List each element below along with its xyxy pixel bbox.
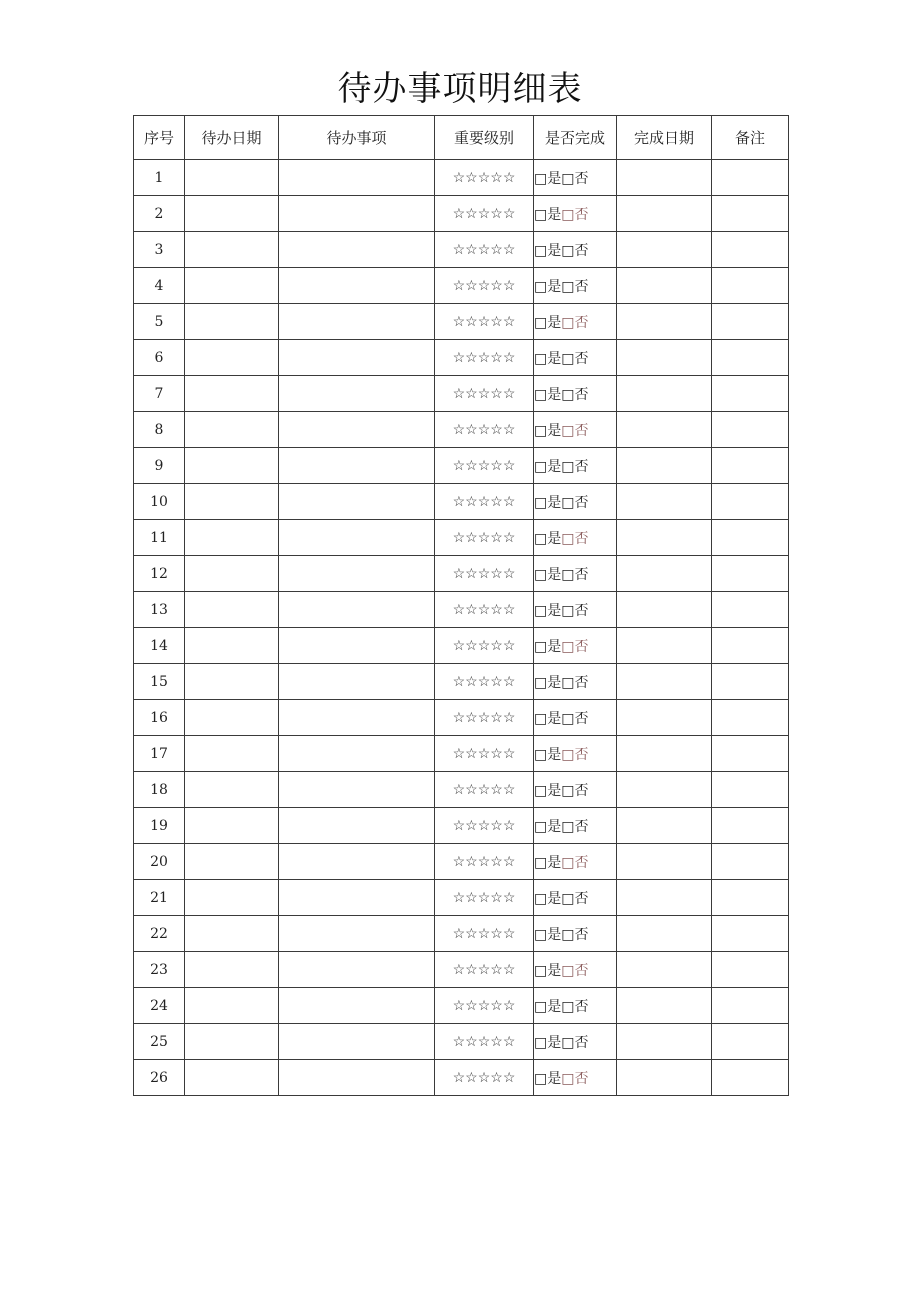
done-no-checkbox[interactable]: □否 bbox=[561, 638, 589, 655]
done-yes-checkbox[interactable]: □是 bbox=[534, 746, 562, 763]
header-item: 待办事项 bbox=[279, 116, 435, 160]
todo-item-cell[interactable] bbox=[279, 304, 435, 340]
table-row bbox=[134, 412, 789, 448]
header-done-date: 完成日期 bbox=[617, 116, 712, 160]
remark-cell[interactable] bbox=[712, 520, 789, 556]
remark-cell[interactable] bbox=[712, 448, 789, 484]
done-date-cell[interactable] bbox=[617, 952, 712, 988]
todo-date-cell[interactable] bbox=[185, 808, 279, 844]
done-yes-checkbox[interactable]: □是 bbox=[534, 710, 562, 727]
done-yes-checkbox[interactable]: □是 bbox=[534, 494, 562, 511]
table-row bbox=[134, 700, 789, 736]
done-yes-checkbox[interactable]: □是 bbox=[534, 242, 562, 259]
done-date-cell[interactable] bbox=[617, 1060, 712, 1096]
done-checkboxes bbox=[534, 700, 617, 736]
done-date-cell[interactable] bbox=[617, 376, 712, 412]
table-row bbox=[134, 484, 789, 520]
remark-cell[interactable] bbox=[712, 484, 789, 520]
remark-cell[interactable] bbox=[712, 412, 789, 448]
todo-item-cell[interactable] bbox=[279, 916, 435, 952]
remark-cell[interactable] bbox=[712, 916, 789, 952]
todo-item-cell[interactable] bbox=[279, 628, 435, 664]
row-number: 14 bbox=[134, 628, 185, 664]
priority-stars[interactable]: ☆☆☆☆☆ bbox=[435, 160, 534, 196]
remark-cell[interactable] bbox=[712, 772, 789, 808]
remark-cell[interactable] bbox=[712, 988, 789, 1024]
done-no-checkbox[interactable]: □否 bbox=[561, 494, 589, 511]
row-number: 7 bbox=[134, 376, 185, 412]
todo-date-cell[interactable] bbox=[185, 844, 279, 880]
done-date-cell[interactable] bbox=[617, 772, 712, 808]
done-checkboxes bbox=[534, 412, 617, 448]
priority-stars[interactable]: ☆☆☆☆☆ bbox=[435, 700, 534, 736]
todo-date-cell[interactable] bbox=[185, 412, 279, 448]
done-yes-checkbox[interactable]: □是 bbox=[534, 818, 562, 835]
priority-stars[interactable]: ☆☆☆☆☆ bbox=[435, 340, 534, 376]
row-number: 20 bbox=[134, 844, 185, 880]
priority-stars[interactable]: ☆☆☆☆☆ bbox=[435, 448, 534, 484]
done-no-checkbox[interactable]: □否 bbox=[561, 1034, 589, 1051]
table-row bbox=[134, 1024, 789, 1060]
done-yes-checkbox[interactable]: □是 bbox=[534, 674, 562, 691]
table-row bbox=[134, 376, 789, 412]
priority-stars[interactable]: ☆☆☆☆☆ bbox=[435, 952, 534, 988]
priority-stars[interactable]: ☆☆☆☆☆ bbox=[435, 196, 534, 232]
done-yes-checkbox[interactable]: □是 bbox=[534, 350, 562, 367]
priority-stars[interactable]: ☆☆☆☆☆ bbox=[435, 556, 534, 592]
header-priority: 重要级别 bbox=[435, 116, 534, 160]
todo-date-cell[interactable] bbox=[185, 916, 279, 952]
done-no-checkbox[interactable]: □否 bbox=[561, 314, 589, 331]
todo-item-cell[interactable] bbox=[279, 988, 435, 1024]
todo-item-cell[interactable] bbox=[279, 556, 435, 592]
priority-stars[interactable]: ☆☆☆☆☆ bbox=[435, 376, 534, 412]
done-no-checkbox[interactable]: □否 bbox=[561, 278, 589, 295]
done-no-checkbox[interactable]: □否 bbox=[561, 350, 589, 367]
priority-stars[interactable]: ☆☆☆☆☆ bbox=[435, 628, 534, 664]
remark-cell[interactable] bbox=[712, 1024, 789, 1060]
done-yes-checkbox[interactable]: □是 bbox=[534, 926, 562, 943]
priority-stars[interactable]: ☆☆☆☆☆ bbox=[435, 1060, 534, 1096]
remark-cell[interactable] bbox=[712, 160, 789, 196]
done-no-checkbox[interactable]: □否 bbox=[561, 566, 589, 583]
row-number: 11 bbox=[134, 520, 185, 556]
table-row bbox=[134, 664, 789, 700]
priority-stars[interactable]: ☆☆☆☆☆ bbox=[435, 484, 534, 520]
row-number: 13 bbox=[134, 592, 185, 628]
todo-item-cell[interactable] bbox=[279, 520, 435, 556]
done-yes-checkbox[interactable]: □是 bbox=[534, 998, 562, 1015]
done-yes-checkbox[interactable]: □是 bbox=[534, 638, 562, 655]
table-row bbox=[134, 160, 789, 196]
todo-item-cell[interactable] bbox=[279, 952, 435, 988]
done-yes-checkbox[interactable]: □是 bbox=[534, 854, 562, 871]
todo-item-cell[interactable] bbox=[279, 376, 435, 412]
done-date-cell[interactable] bbox=[617, 412, 712, 448]
row-number: 1 bbox=[134, 160, 185, 196]
todo-date-cell[interactable] bbox=[185, 520, 279, 556]
done-date-cell[interactable] bbox=[617, 340, 712, 376]
todo-item-cell[interactable] bbox=[279, 1060, 435, 1096]
done-date-cell[interactable] bbox=[617, 880, 712, 916]
done-yes-checkbox[interactable]: □是 bbox=[534, 962, 562, 979]
header-date: 待办日期 bbox=[185, 116, 279, 160]
row-number: 6 bbox=[134, 340, 185, 376]
done-date-cell[interactable] bbox=[617, 628, 712, 664]
table-row bbox=[134, 880, 789, 916]
done-no-checkbox[interactable]: □否 bbox=[561, 746, 589, 763]
done-checkboxes bbox=[534, 988, 617, 1024]
done-checkboxes bbox=[534, 376, 617, 412]
done-checkboxes bbox=[534, 556, 617, 592]
todo-date-cell[interactable] bbox=[185, 376, 279, 412]
todo-date-cell[interactable] bbox=[185, 736, 279, 772]
todo-date-cell[interactable] bbox=[185, 160, 279, 196]
done-no-checkbox[interactable]: □否 bbox=[561, 674, 589, 691]
table-row bbox=[134, 916, 789, 952]
todo-date-cell[interactable] bbox=[185, 1060, 279, 1096]
done-date-cell[interactable] bbox=[617, 304, 712, 340]
priority-stars[interactable]: ☆☆☆☆☆ bbox=[435, 844, 534, 880]
done-checkboxes bbox=[534, 952, 617, 988]
table-row bbox=[134, 1060, 789, 1096]
table-row bbox=[134, 196, 789, 232]
row-number: 2 bbox=[134, 196, 185, 232]
done-date-cell[interactable] bbox=[617, 700, 712, 736]
done-checkboxes bbox=[534, 844, 617, 880]
todo-item-cell[interactable] bbox=[279, 484, 435, 520]
done-date-cell[interactable] bbox=[617, 448, 712, 484]
done-no-checkbox[interactable]: □否 bbox=[561, 602, 589, 619]
done-date-cell[interactable] bbox=[617, 736, 712, 772]
done-checkboxes bbox=[534, 520, 617, 556]
done-date-cell[interactable] bbox=[617, 268, 712, 304]
done-no-checkbox[interactable]: □否 bbox=[561, 242, 589, 259]
done-checkboxes bbox=[534, 304, 617, 340]
table-row bbox=[134, 232, 789, 268]
done-no-checkbox[interactable]: □否 bbox=[561, 422, 589, 439]
remark-cell[interactable] bbox=[712, 880, 789, 916]
done-checkboxes bbox=[534, 268, 617, 304]
done-no-checkbox[interactable]: □否 bbox=[561, 998, 589, 1015]
done-checkboxes bbox=[534, 880, 617, 916]
remark-cell[interactable] bbox=[712, 664, 789, 700]
remark-cell[interactable] bbox=[712, 808, 789, 844]
done-checkboxes bbox=[534, 484, 617, 520]
priority-stars[interactable]: ☆☆☆☆☆ bbox=[435, 520, 534, 556]
table-row bbox=[134, 952, 789, 988]
done-checkboxes bbox=[534, 448, 617, 484]
remark-cell[interactable] bbox=[712, 268, 789, 304]
todo-item-cell[interactable] bbox=[279, 808, 435, 844]
todo-item-cell[interactable] bbox=[279, 268, 435, 304]
header-done: 是否完成 bbox=[534, 116, 617, 160]
done-date-cell[interactable] bbox=[617, 988, 712, 1024]
priority-stars[interactable]: ☆☆☆☆☆ bbox=[435, 268, 534, 304]
remark-cell[interactable] bbox=[712, 556, 789, 592]
done-checkboxes bbox=[534, 916, 617, 952]
done-yes-checkbox[interactable]: □是 bbox=[534, 566, 562, 583]
done-date-cell[interactable] bbox=[617, 916, 712, 952]
row-number: 24 bbox=[134, 988, 185, 1024]
todo-item-cell[interactable] bbox=[279, 592, 435, 628]
todo-item-cell[interactable] bbox=[279, 664, 435, 700]
done-yes-checkbox[interactable]: □是 bbox=[534, 170, 562, 187]
todo-date-cell[interactable] bbox=[185, 988, 279, 1024]
priority-stars[interactable]: ☆☆☆☆☆ bbox=[435, 808, 534, 844]
todo-item-cell[interactable] bbox=[279, 736, 435, 772]
row-number: 10 bbox=[134, 484, 185, 520]
done-date-cell[interactable] bbox=[617, 484, 712, 520]
done-date-cell[interactable] bbox=[617, 160, 712, 196]
done-yes-checkbox[interactable]: □是 bbox=[534, 1070, 562, 1087]
remark-cell[interactable] bbox=[712, 376, 789, 412]
table-row bbox=[134, 340, 789, 376]
table-row bbox=[134, 808, 789, 844]
done-checkboxes bbox=[534, 340, 617, 376]
done-no-checkbox[interactable]: □否 bbox=[561, 386, 589, 403]
todo-item-cell[interactable] bbox=[279, 160, 435, 196]
done-yes-checkbox[interactable]: □是 bbox=[534, 386, 562, 403]
remark-cell[interactable] bbox=[712, 196, 789, 232]
row-number: 3 bbox=[134, 232, 185, 268]
todo-date-cell[interactable] bbox=[185, 340, 279, 376]
table-row bbox=[134, 772, 789, 808]
row-number: 17 bbox=[134, 736, 185, 772]
remark-cell[interactable] bbox=[712, 1060, 789, 1096]
done-date-cell[interactable] bbox=[617, 556, 712, 592]
priority-stars[interactable]: ☆☆☆☆☆ bbox=[435, 880, 534, 916]
todo-item-cell[interactable] bbox=[279, 700, 435, 736]
todo-table bbox=[133, 115, 789, 1096]
todo-date-cell[interactable] bbox=[185, 628, 279, 664]
row-number: 8 bbox=[134, 412, 185, 448]
row-number: 19 bbox=[134, 808, 185, 844]
done-yes-checkbox[interactable]: □是 bbox=[534, 458, 562, 475]
table-row bbox=[134, 988, 789, 1024]
row-number: 22 bbox=[134, 916, 185, 952]
row-number: 4 bbox=[134, 268, 185, 304]
table-row bbox=[134, 592, 789, 628]
remark-cell[interactable] bbox=[712, 844, 789, 880]
done-no-checkbox[interactable]: □否 bbox=[561, 782, 589, 799]
done-yes-checkbox[interactable]: □是 bbox=[534, 422, 562, 439]
done-yes-checkbox[interactable]: □是 bbox=[534, 206, 562, 223]
todo-item-cell[interactable] bbox=[279, 340, 435, 376]
todo-item-cell[interactable] bbox=[279, 1024, 435, 1060]
table-row bbox=[134, 304, 789, 340]
row-number: 16 bbox=[134, 700, 185, 736]
done-no-checkbox[interactable]: □否 bbox=[561, 710, 589, 727]
todo-date-cell[interactable] bbox=[185, 772, 279, 808]
table-row bbox=[134, 268, 789, 304]
done-checkboxes bbox=[534, 1024, 617, 1060]
row-number: 21 bbox=[134, 880, 185, 916]
done-checkboxes bbox=[534, 232, 617, 268]
row-number: 5 bbox=[134, 304, 185, 340]
todo-item-cell[interactable] bbox=[279, 412, 435, 448]
remark-cell[interactable] bbox=[712, 700, 789, 736]
priority-stars[interactable]: ☆☆☆☆☆ bbox=[435, 1024, 534, 1060]
done-no-checkbox[interactable]: □否 bbox=[561, 1070, 589, 1087]
done-no-checkbox[interactable]: □否 bbox=[561, 206, 589, 223]
row-number: 23 bbox=[134, 952, 185, 988]
header-remark: 备注 bbox=[712, 116, 789, 160]
page-title: 待办事项明细表 bbox=[337, 69, 583, 109]
table-header-row bbox=[134, 116, 789, 160]
todo-item-cell[interactable] bbox=[279, 880, 435, 916]
row-number: 9 bbox=[134, 448, 185, 484]
todo-date-cell[interactable] bbox=[185, 484, 279, 520]
remark-cell[interactable] bbox=[712, 736, 789, 772]
done-yes-checkbox[interactable]: □是 bbox=[534, 278, 562, 295]
todo-item-cell[interactable] bbox=[279, 448, 435, 484]
todo-date-cell[interactable] bbox=[185, 232, 279, 268]
done-checkboxes bbox=[534, 628, 617, 664]
remark-cell[interactable] bbox=[712, 304, 789, 340]
done-date-cell[interactable] bbox=[617, 664, 712, 700]
done-no-checkbox[interactable]: □否 bbox=[561, 854, 589, 871]
header-no: 序号 bbox=[134, 116, 185, 160]
todo-item-cell[interactable] bbox=[279, 196, 435, 232]
table-row bbox=[134, 556, 789, 592]
done-date-cell[interactable] bbox=[617, 844, 712, 880]
todo-date-cell[interactable] bbox=[185, 592, 279, 628]
priority-stars[interactable]: ☆☆☆☆☆ bbox=[435, 772, 534, 808]
done-no-checkbox[interactable]: □否 bbox=[561, 890, 589, 907]
done-no-checkbox[interactable]: □否 bbox=[561, 530, 589, 547]
remark-cell[interactable] bbox=[712, 628, 789, 664]
priority-stars[interactable]: ☆☆☆☆☆ bbox=[435, 592, 534, 628]
todo-date-cell[interactable] bbox=[185, 664, 279, 700]
done-checkboxes bbox=[534, 196, 617, 232]
done-date-cell[interactable] bbox=[617, 232, 712, 268]
priority-stars[interactable]: ☆☆☆☆☆ bbox=[435, 736, 534, 772]
todo-date-cell[interactable] bbox=[185, 880, 279, 916]
done-checkboxes bbox=[534, 1060, 617, 1096]
todo-date-cell[interactable] bbox=[185, 700, 279, 736]
done-no-checkbox[interactable]: □否 bbox=[561, 458, 589, 475]
done-checkboxes bbox=[534, 808, 617, 844]
priority-stars[interactable]: ☆☆☆☆☆ bbox=[435, 304, 534, 340]
done-date-cell[interactable] bbox=[617, 520, 712, 556]
row-number: 15 bbox=[134, 664, 185, 700]
todo-item-cell[interactable] bbox=[279, 232, 435, 268]
done-checkboxes bbox=[534, 736, 617, 772]
row-number: 18 bbox=[134, 772, 185, 808]
table-row bbox=[134, 520, 789, 556]
todo-item-cell[interactable] bbox=[279, 844, 435, 880]
row-number: 25 bbox=[134, 1024, 185, 1060]
remark-cell[interactable] bbox=[712, 952, 789, 988]
todo-date-cell[interactable] bbox=[185, 268, 279, 304]
todo-date-cell[interactable] bbox=[185, 1024, 279, 1060]
done-date-cell[interactable] bbox=[617, 1024, 712, 1060]
done-yes-checkbox[interactable]: □是 bbox=[534, 602, 562, 619]
table-row bbox=[134, 736, 789, 772]
remark-cell[interactable] bbox=[712, 232, 789, 268]
done-checkboxes bbox=[534, 160, 617, 196]
todo-item-cell[interactable] bbox=[279, 772, 435, 808]
remark-cell[interactable] bbox=[712, 340, 789, 376]
done-yes-checkbox[interactable]: □是 bbox=[534, 314, 562, 331]
done-checkboxes bbox=[534, 664, 617, 700]
done-yes-checkbox[interactable]: □是 bbox=[534, 1034, 562, 1051]
priority-stars[interactable]: ☆☆☆☆☆ bbox=[435, 412, 534, 448]
table-row bbox=[134, 628, 789, 664]
table-row bbox=[134, 448, 789, 484]
done-date-cell[interactable] bbox=[617, 592, 712, 628]
done-checkboxes bbox=[534, 592, 617, 628]
done-no-checkbox[interactable]: □否 bbox=[561, 818, 589, 835]
done-yes-checkbox[interactable]: □是 bbox=[534, 530, 562, 547]
todo-date-cell[interactable] bbox=[185, 304, 279, 340]
priority-stars[interactable]: ☆☆☆☆☆ bbox=[435, 916, 534, 952]
row-number: 12 bbox=[134, 556, 185, 592]
done-no-checkbox[interactable]: □否 bbox=[561, 962, 589, 979]
todo-date-cell[interactable] bbox=[185, 556, 279, 592]
row-number: 26 bbox=[134, 1060, 185, 1096]
todo-date-cell[interactable] bbox=[185, 448, 279, 484]
priority-stars[interactable]: ☆☆☆☆☆ bbox=[435, 664, 534, 700]
done-yes-checkbox[interactable]: □是 bbox=[534, 782, 562, 799]
todo-date-cell[interactable] bbox=[185, 952, 279, 988]
table-row bbox=[134, 844, 789, 880]
done-no-checkbox[interactable]: □否 bbox=[561, 926, 589, 943]
remark-cell[interactable] bbox=[712, 592, 789, 628]
done-no-checkbox[interactable]: □否 bbox=[561, 170, 589, 187]
priority-stars[interactable]: ☆☆☆☆☆ bbox=[435, 988, 534, 1024]
done-checkboxes bbox=[534, 772, 617, 808]
table-body bbox=[134, 160, 789, 1096]
done-yes-checkbox[interactable]: □是 bbox=[534, 890, 562, 907]
done-date-cell[interactable] bbox=[617, 808, 712, 844]
priority-stars[interactable]: ☆☆☆☆☆ bbox=[435, 232, 534, 268]
done-date-cell[interactable] bbox=[617, 196, 712, 232]
todo-date-cell[interactable] bbox=[185, 196, 279, 232]
